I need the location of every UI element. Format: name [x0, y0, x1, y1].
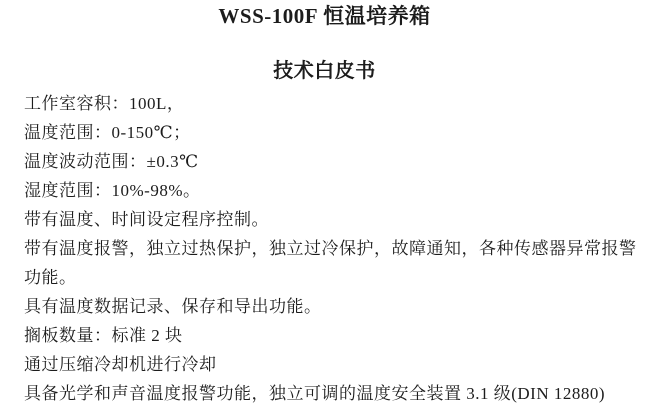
spec-line-humidity-range: 湿度范围：10%-98%。 — [24, 181, 201, 200]
spec-line-compressor-cooling: 通过压缩冷却机进行冷却 — [24, 355, 217, 374]
spec-line-safety-device: 具备光学和声音温度报警功能，独立可调的温度安全装置 3.1 级(DIN 12880) — [24, 384, 606, 403]
document-subtitle: 技术白皮书 — [273, 60, 376, 82]
spec-line-temp-range: 温度范围：0-150℃； — [24, 123, 191, 142]
spec-line-temp-fluctuation: 温度波动范围：±0.3℃ — [24, 152, 199, 171]
spec-line-alarm-protection-wrap: 功能。 — [24, 268, 77, 287]
spec-line-data-logging: 具有温度数据记录、保存和导出功能。 — [24, 297, 322, 316]
spec-list — [24, 89, 641, 408]
spec-line-shelf-count: 搁板数量：标准 2 块 — [24, 326, 183, 345]
spec-line-program-control: 带有温度、时间设定程序控制。 — [24, 210, 269, 229]
spec-line-alarm-protection: 带有温度报警，独立过热保护，独立过冷保护，故障通知，各种传感器异常报警 — [24, 239, 637, 258]
spec-line-chamber-volume: 工作室容积：100L， — [24, 94, 185, 113]
document-title: WSS-100F 恒温培养箱 — [218, 4, 431, 28]
